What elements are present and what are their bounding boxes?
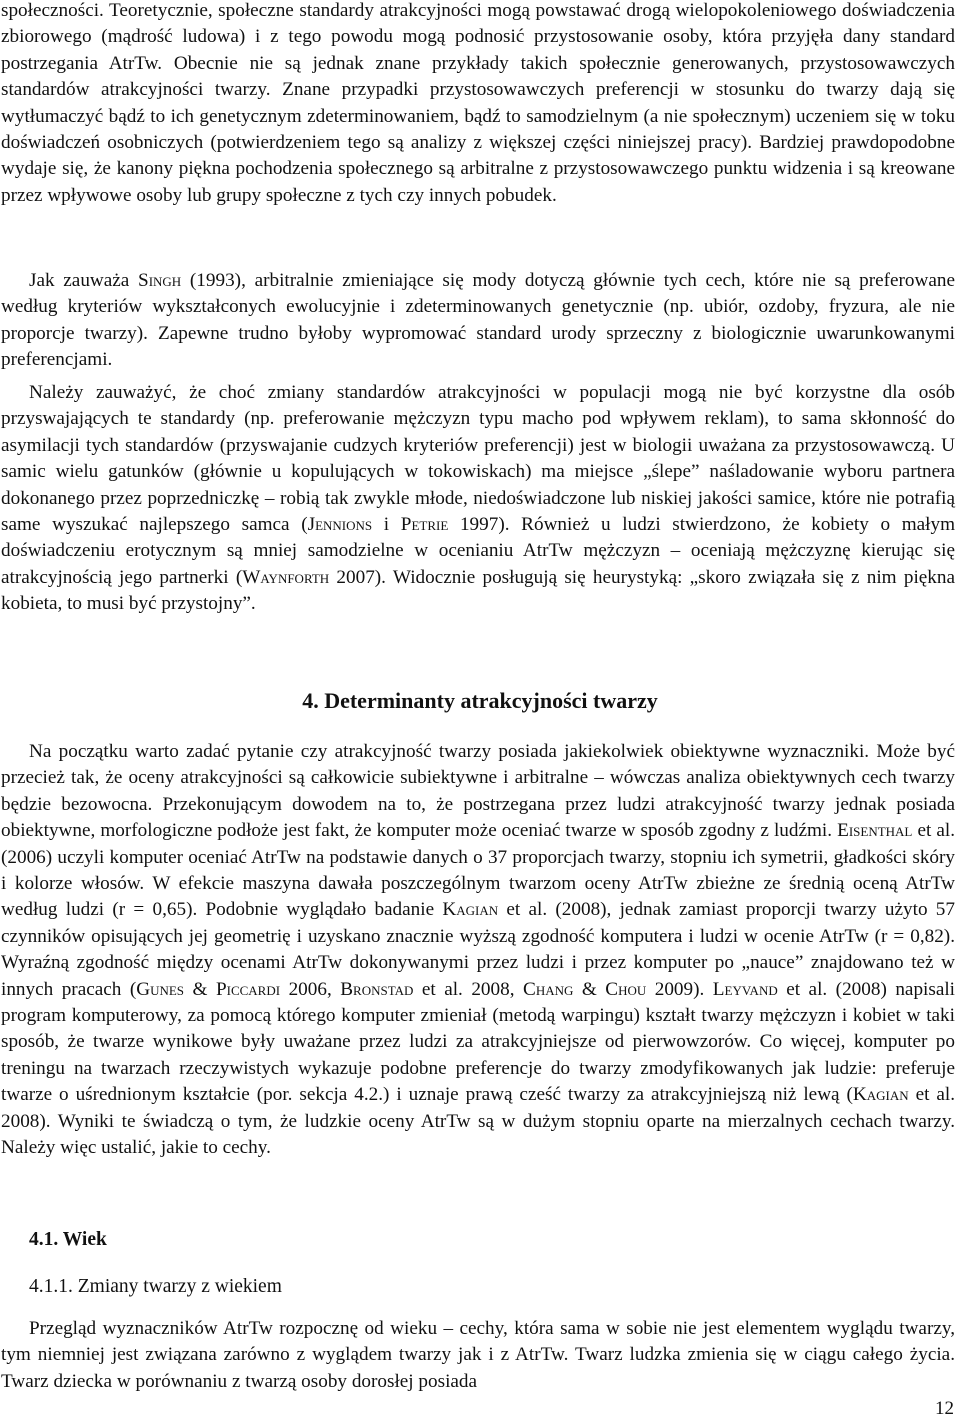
author-citation: Jennions <box>307 514 373 536</box>
text-run: et al. (2006) uczyli komputer oceniać AtrTw na podstawie danych o 37 proporcjach twarzy, stopniu ich symetrii, gładkości skóry i kolorze włosów. W efekcie maszyna dawała poszczególnym twarzom oceny AtrTw zbieżne ze średnią oceną AtrTw według ludzi (r = 0,65). Podobnie wyglądało badanie <box>1 820 955 921</box>
author-citation: Kagian <box>852 1084 909 1106</box>
text-run: 2009). <box>646 978 713 1000</box>
text-run: et al. 2008, <box>413 978 524 1000</box>
author-citation: Singh <box>138 270 182 291</box>
author-citation: Eisenthal <box>837 820 913 842</box>
author-citation: Piccardi <box>215 978 281 1000</box>
subsection-heading: 4.1. Wiek <box>29 1229 107 1250</box>
author-citation: Gunes <box>136 978 185 1000</box>
paragraph-5 <box>1 1316 955 1395</box>
author-citation: Leyvand <box>712 978 778 1000</box>
author-citation: Bronstad <box>340 978 414 1000</box>
subsubsection-heading: 4.1.1. Zmiany twarzy z wiekiem <box>29 1276 282 1297</box>
text-run: 2007). Widocznie posługują się heurystyką: „skoro związała się z nim piękna kobieta, to musi być przystojny”. <box>1 566 955 615</box>
page-number: 12 <box>935 1398 954 1419</box>
text-run: 2006, <box>280 978 341 1000</box>
paragraph-1-text: społeczności. Teoretycznie, społeczne standardy atrakcyjności mogą powstawać drogą wielopokoleniowego doświadczenia zbiorowego (mądrość ludowa) i z tego powodu mogą podnosić przystosowanie osoby, która przyjęła dany standard postrzegania AtrTw. Obecnie nie są jednak znane przykłady takich społecznie generowanych, przystosowawczych standardów atrakcyjności twarzy. Znane przypadki przystosowawczych preferencji w stosunku do twarzy dają się wytłumaczyć bądź to ich genetycznym zdeterminowaniem, bądź to samodzielnym (a nie społecznym) uczeniem się w toku doświadczeń osobniczych (potwierdzeniem tego są analizy z większej części niniejszej pracy). Bardziej prawdopodobne wydaje się, że kanony piękna pochodzenia społecznego są arbitralne z przystosowawczego punktu widzenia i są kreowane przez wpływowe osoby lub grupy społeczne z tych czy innych pobudek. <box>1 0 955 206</box>
text-run: et al. (2008), jednak zamiast proporcji twarzy użyto 57 czynników opisujących jej geometrię i uzyskano znacznie wyższą zgodność komputera i ludzi w ocenie AtrTw (r = 0,82). Wyraźną zgodność między ocenami AtrTw dokonywanymi przez ludzi i przez komputer po „nauce” znajdowano też w innych pracach ( <box>1 899 955 1000</box>
paragraph-2 <box>1 268 955 374</box>
paragraph-1 <box>1 0 955 209</box>
paragraph-3 <box>1 380 955 618</box>
section-heading: 4. Determinanty atrakcyjności twarzy <box>302 688 658 713</box>
author-citation: Chang <box>523 978 574 1000</box>
author-citation: Waynforth <box>242 566 330 588</box>
author-citation: Kagian <box>442 899 499 921</box>
text-run: et al. (2008) napisali program komputerowy, za pomocą którego komputer zmieniał (metodą warpingu) kształt twarzy mężczyzn i kobiet w taki sposób, że twarze wynikowe były uważane przez ludzi za atrakcyjniejsze od pierwowzorów. Co więcej, komputer po treningu na twarzach rzeczywistych wykazuje podobne preferencje do twarzy zmodyfikowanych jak ludzie: preferuje twarze o uśrednionym kształcie (por. sekcja 4.2.) i uznaje prawą cześć twarzy za atrakcyjniejszą niż lewą ( <box>1 978 956 1106</box>
text-run: Na początku warto zadać pytanie czy atrakcyjność twarzy posiada jakiekolwiek obiektywne wyznaczniki. Może być przecież tak, że oceny atrakcyjności są całkowicie subiektywne i arbitralne – wówczas analiza obiektywnych cech twarzy będzie bezowocna. Przekonującym dowodem na to, że postrzegana przez ludzi atrakcyjność twarzy jednak posiada obiektywne, morfologiczne podłoże jest fakt, że komputer może oceniać twarze w sposób zgodny z ludźmi. <box>1 741 955 842</box>
text-run: (1993), arbitralnie zmieniające się mody dotyczą głównie tych cech, które nie są preferowane według kryteriów wykształconych ewolucyjnie i zdeterminowanych genetycznie (np. ubiór, ozdoby, fryzura, ale nie proporcje twarzy). Zapewne trudno byłoby wypromować standard urody sprzeczny z biologicznie uwarunkowanymi preferencjami. <box>1 270 956 371</box>
text-run: Jak zauważa <box>29 270 139 291</box>
paragraph-4 <box>1 739 955 1162</box>
text-run: & <box>573 978 606 1000</box>
text-run: i <box>372 514 401 536</box>
text-run: Należy zauważyć, że choć zmiany standardów atrakcyjności w populacji mogą nie być korzystne dla osób przyswajających te standardy (np. preferowanie mężczyzn typu macho pod wpływem reklam), to sama skłonność do asymilacji tych standardów (przyswajanie cudzych kryteriów preferencji) jest w biologii uważana za przystosowawczą. U samic wielu gatunków (głównie u kopulujących w tokowiskach) ma miejsce „ślepe” naśladowanie wyboru partnera dokonanego przez poprzedniczkę – robią tak zwykle młode, niedoświadczone lub niskiej jakości samice, które nie potrafią same wyszukać najlepszego samca ( <box>1 382 955 536</box>
text-run: 1997). Również u ludzi stwierdzono, że kobiety o małym doświadczeniu erotycznym są mniej samodzielne w ocenianiu AtrTw mężczyzn – oceniają mężczyznę kierując się atrakcyjnością jego partnerki ( <box>1 514 955 588</box>
text-run: et al. 2008). Wyniki te świadczą o tym, że ludzkie oceny AtrTw są w dużym stopniu oparte na mierzalnych cechach twarzy. Należy więc ustalić, jakie to cechy. <box>1 1084 955 1159</box>
text-run: & <box>184 978 216 1000</box>
paragraph-5-text: Przegląd wyznaczników AtrTw rozpocznę od wieku – cechy, która sama w sobie nie jest elementem wyglądu twarzy, tym niemniej jest związana zarówno z wyglądem twarzy jak i z AtrTw. Twarz ludzka zmienia się w ciągu całego życia. Twarz dziecka w porównaniu z twarzą osoby dorosłej posiada <box>1 1318 955 1392</box>
author-citation: Chou <box>605 978 647 1000</box>
author-citation: Petrie <box>400 514 449 536</box>
